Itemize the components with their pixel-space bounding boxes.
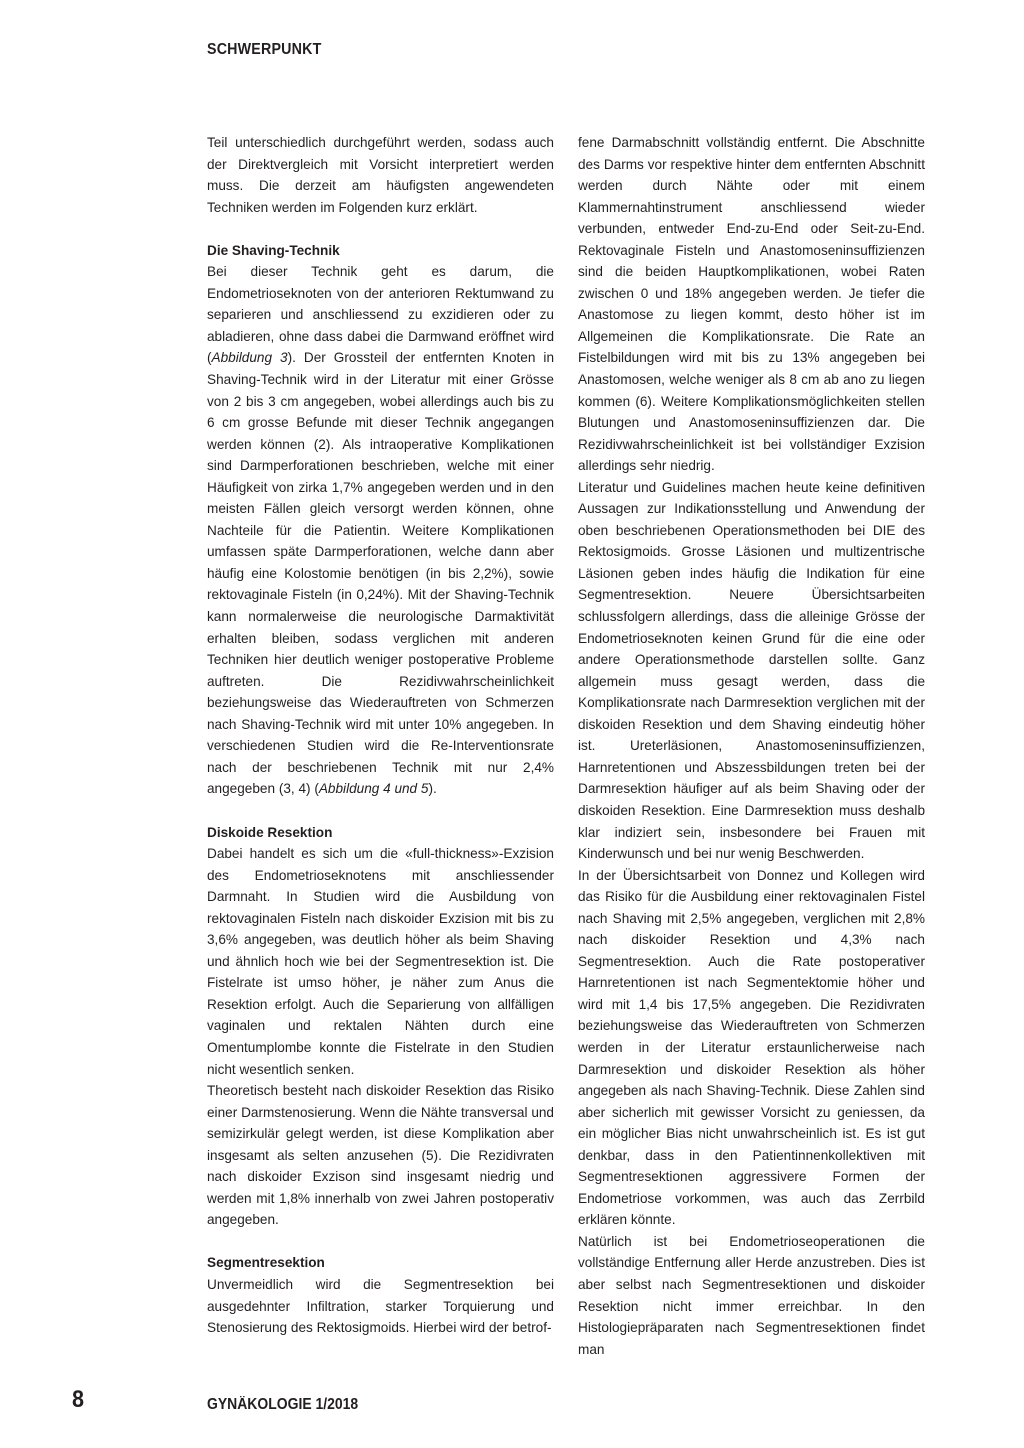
spacer — [207, 1231, 554, 1253]
spacer — [207, 218, 554, 240]
paragraph-segment: Unvermeidlich wird die Segmentresektion bei ausgedehnter Infiltration, starker Torquierung und Stenosierung des Rektosigmoids. Hierbei wird der betrof- — [207, 1276, 554, 1336]
paragraph-intro: Teil unterschiedlich durchgeführt werden, sodass auch der Direktvergleich mit Vorsicht interpretiert werden muss. Die derzeit am häufigsten angewendeten Techniken werden im Folgenden kurz erklärt. — [207, 135, 554, 215]
spacer — [207, 800, 554, 822]
page-number: 8 — [72, 1386, 85, 1413]
paragraph-right-2: Literatur und Guidelines machen heute keine definitiven Aussagen zur Indikationsstellung und Anwendung der oben beschriebenen Operationsmethoden bei DIE des Rektosigmoids. Grosse Läsionen und multizentrische Läsionen geben indes häufig die Indikation für eine Segmentresektion. Neuere Übersichtsarbeiten schlussfolgern allerdings, dass die alleinige Grösse der Endometrioseknoten keinen Grund für die eine oder andere Operationsmethode darstellen sollte. Ganz allgemein muss gesagt werden, dass die Komplikationsrate nach Darmresektion verglichen mit der diskoiden Resektion und dem Shaving eindeutig höher ist. Ureterläsionen, Anastomoseninsuffizienzen, Harnretentionen und Abszessbildungen treten bei der Darmresektion häufiger auf als beim Shaving oder der diskoiden Resektion. Eine Darmresektion muss deshalb klar indiziert sein, insbesondere bei Frauen mit Kinderwunsch und bei nur wenig Beschwerden. — [578, 479, 925, 862]
right-column — [578, 132, 925, 1360]
section-label: SCHWERPUNKT — [207, 41, 322, 58]
heading-diskoid: Diskoide Resektion — [207, 824, 333, 840]
paragraph-shaving — [207, 261, 554, 800]
paragraph-right-3: In der Übersichtsarbeit von Donnez und Kollegen wird das Risiko für die Ausbildung einer rektovaginalen Fistel nach Shaving mit 2,5% angegeben, verglichen mit 2,8% nach diskoider Resektion und 4,3% nach Segmentresektion. Auch die Rate postoperativer Harnretentionen ist nach Segmentektomie höher und wird mit 1,4 bis 17,5% angegeben. Die Rezidivraten beziehungsweise das Wiederauftreten von Schmerzen werden in der Literatur erstaunlicherweise nach Darmresektion und diskoider Resektion als höher angegeben als nach Shaving-Technik. Diese Zahlen sind aber sicherlich mit gewisser Vorsicht zu geniessen, da ein möglicher Bias nicht unwahrscheinlich ist. Es ist gut denkbar, dass in den Patientinnenkollektiven mit Segmentresektionen aggressivere Formen der Endometriose vorkommen, was auch das Zerrbild erklären könnte. — [578, 867, 925, 1228]
text-run: ). Der Grossteil der entfernten Knoten in Shaving-Technik wird in der Literatur mit einer Grösse von 2 bis 3 cm angegeben, wobei allerdings auch bis zu 6 cm grosse Befunde mit dieser Technik angegangen werden können (2). Als intraoperative Komplikationen sind Darmperforationen beschrieben, welche mit einer Häufigkeit von zirka 1,7% angegeben werden und in den meisten Fällen gleich versorgt werden können, ohne Nachteile für die Patientin. Weitere Komplikationen umfassen späte Darmperforationen, welche dann aber häufig eine Kolostomie benötigen (in bis 2,2%), sowie rektovaginale Fisteln (in 0,24%). Mit der Shaving-Technik kann normalerweise die neurologische Darmaktivität erhalten bleiben, sodass verglichen mit anderen Techniken hier deutlich weniger postoperative Probleme auftreten. Die Rezidivwahrscheinlichkeit beziehungsweise das Wiederauftreten von Schmerzen nach Shaving-Technik wird mit unter 10% angegeben. In verschiedenen Studien wird die Re-Interventionsrate nach der beschriebenen Technik mit nur 2,4% angegeben (3, 4) ( — [207, 350, 555, 797]
heading-segment: Segmentresektion — [207, 1255, 325, 1271]
left-column — [207, 132, 554, 1339]
figure-reference: Abbildung 3 — [211, 350, 288, 366]
paragraph-right-4: Natürlich ist bei Endometrioseoperationen die vollständige Entfernung aller Herde anzustreben. Dies ist aber selbst nach Segmentresektionen und diskoider Resektion nicht immer erreichbar. In den Histologiepräparaten nach Segmentresektionen findet man — [578, 1233, 925, 1357]
figure-reference: Abbildung 4 und 5 — [318, 781, 429, 797]
text-run: ). — [428, 781, 437, 797]
heading-shaving: Die Shaving-Technik — [207, 242, 340, 258]
text-run: Bei dieser Technik geht es darum, die Endometrioseknoten von der anterioren Rektumwand zu separieren und anschliessend zu exzidieren oder zu abladieren, ohne dass dabei die Darmwand eröffnet wird ( — [207, 264, 554, 366]
journal-issue: GYNÄKOLOGIE 1/2018 — [207, 1396, 359, 1413]
paragraph-diskoid-1: Dabei handelt es sich um die «full-thickness»-Exzision des Endometrioseknotens mit anschliessender Darmnaht. In Studien wird die Ausbildung von rektovaginalen Fisteln nach diskoider Exzision mit bis zu 3,6% angegeben, was deutlich höher als beim Shaving und ähnlich hoch wie bei der Segmentresektion ist. Die Fistelrate ist umso höher, je näher zum Anus die Resektion erfolgt. Auch die Separierung von allfälligen vaginalen und rektalen Nähten durch eine Omentumplombe konnte die Fistelrate in den Studien nicht wesentlich senken. — [207, 846, 554, 1077]
paragraph-diskoid-2: Theoretisch besteht nach diskoider Resektion das Risiko einer Darmstenosierung. Wenn die Nähte transversal und semizirkulär gelegt werden, ist diese Komplikation aber insgesamt als selten anzusehen (5). Die Rezidivraten nach diskoider Exzison sind insgesamt niedrig und werden mit 1,8% innerhalb von zwei Jahren postoperativ angegeben. — [207, 1083, 554, 1228]
paragraph-right-1: fene Darmabschnitt vollständig entfernt. Die Abschnitte des Darms vor respektive hinter dem entfernten Abschnitt werden durch Nähte oder mit einem Klammernahtinstrument anschliessend wieder verbunden, entweder End-zu-End oder Seit-zu-End. Rektovaginale Fisteln und Anastomoseninsuffizienzen sind die beiden Hauptkomplikationen, wobei Raten zwischen 0 und 18% angegeben werden. Je tiefer die Anastomose zu liegen kommt, desto höher ist im Allgemeinen die Komplikationsrate. Die Rate an Fistelbildungen wird mit bis zu 13% angegeben bei Anastomosen, welche weniger als 8 cm ab ano zu liegen kommen (6). Weitere Komplikationsmöglichkeiten stellen Blutungen und Anastomoseninsuffizienzen dar. Die Rezidivwahrscheinlichkeit ist bei vollständiger Exzision allerdings sehr niedrig. — [578, 135, 925, 474]
